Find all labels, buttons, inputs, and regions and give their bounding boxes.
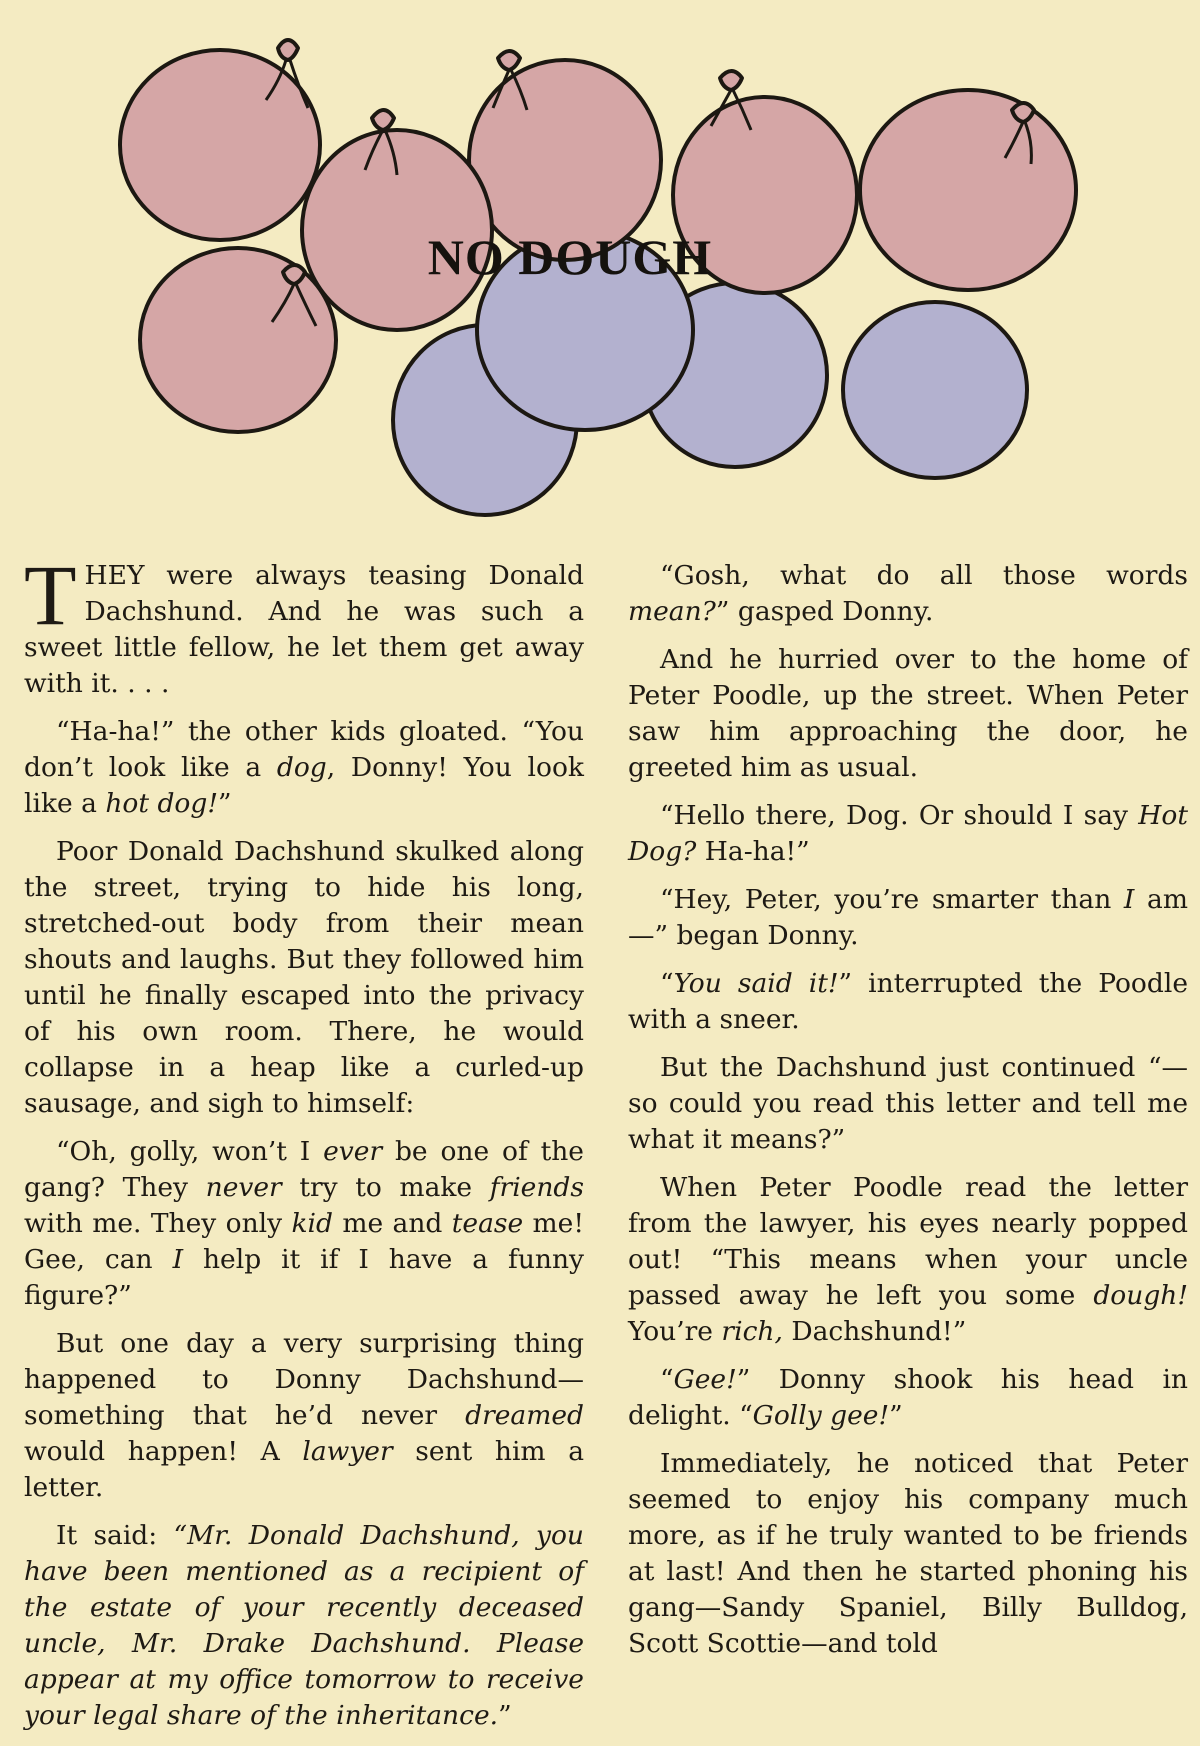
paragraph: But the Dachshund just continued “—so could you read this letter and tell me what it means?” (628, 1052, 1188, 1155)
paragraph: THEY were always teasing Donald Dachshund. And he was such a sweet little fellow, he let them get away with it. . . . (24, 547, 584, 699)
money-bag (120, 50, 320, 240)
paragraph: It said: “Mr. Donald Dachshund, you have been mentioned as a recipient of the estate of your recently deceased uncle, Mr. Drake Dachshund. Please appear at my office tomorrow to receive your legal share of the inheritance.” (24, 1520, 584, 1731)
drop-cap: T (24, 547, 77, 643)
bag-knot (720, 71, 742, 90)
paragraph: And he hurried over to the home of Peter Poodle, up the street. When Peter saw him approaching the door, he greeted him as usual. (628, 644, 1188, 783)
story-title: NO DOUGH (427, 229, 713, 285)
paragraph: But one day a very surprising thing happened to Donny Dachshund—something that he’d never dreamed would happen! A lawyer sent him a letter. (24, 1328, 584, 1503)
paragraph: When Peter Poodle read the letter from the lawyer, his eyes nearly popped out! “This means when your uncle passed away he left you some dough! You’re rich, Dachshund!” (628, 1172, 1188, 1347)
paragraph: “Hello there, Dog. Or should I say Hot Dog? Ha-ha!” (628, 800, 1188, 867)
bag-knot (1012, 103, 1034, 122)
paragraph: “Gee!” Donny shook his head in delight. “Golly gee!” (628, 1364, 1188, 1431)
paragraph: “Gosh, what do all those words mean?” gasped Donny. (628, 560, 1188, 627)
paragraph: Poor Donald Dachshund skulked along the street, trying to hide his long, stretched-out body from their mean shouts and laughs. But they followed him until he finally escaped into the privacy of his own room. There, he would collapse in a heap like a curled-up sausage, and sigh to himself: (24, 836, 584, 1119)
paragraph: Immediately, he noticed that Peter seemed to enjoy his company much more, as if he truly wanted to be friends at last! And then he started phoning his gang—Sandy Spaniel, Billy Bulldog, Scott Scottie—and told (628, 1448, 1188, 1659)
paragraph: “Hey, Peter, you’re smarter than I am—” began Donny. (628, 884, 1188, 951)
money-bag (843, 302, 1027, 478)
paragraph: “You said it!” interrupted the Poodle with a sneer. (628, 968, 1189, 1035)
left-column (24, 547, 584, 1746)
paragraph: “Ha-ha!” the other kids gloated. “You don’t look like a dog, Donny! You look like a hot dog!” (24, 716, 584, 819)
bag-knot (498, 51, 520, 70)
paragraph: “Oh, golly, won’t I ever be one of the gang? They never try to make friends with me. They only kid me and tease me! Gee, can I help it if I have a funny figure?” (24, 1136, 584, 1311)
bag-knot (372, 110, 394, 130)
bag-knot (278, 40, 298, 60)
right-column (628, 558, 1188, 1674)
